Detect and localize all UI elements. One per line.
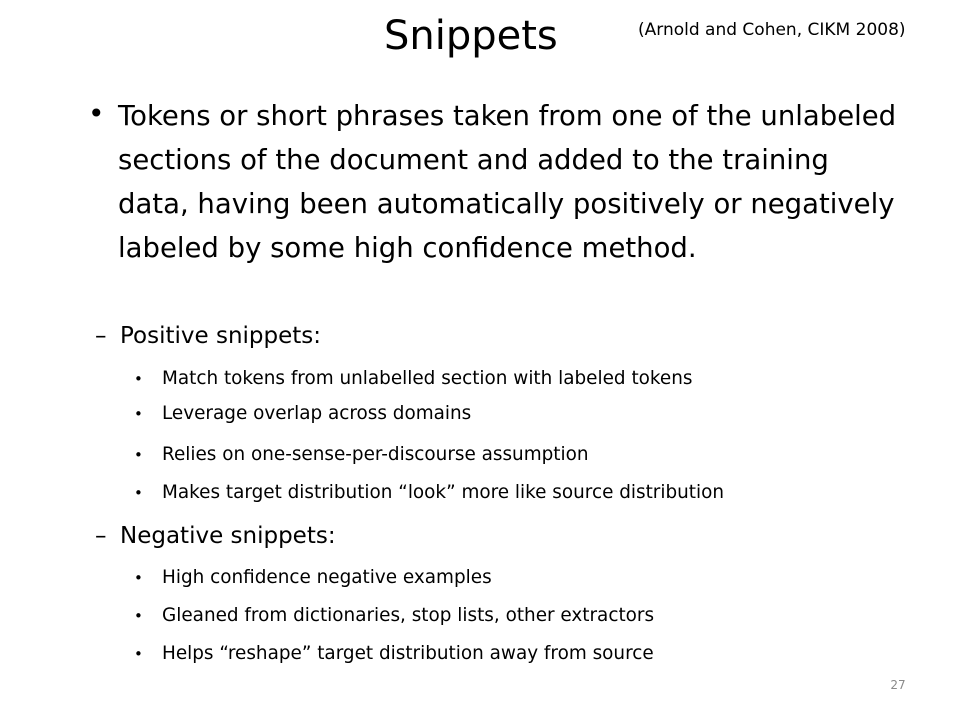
negative-item-marker: • — [134, 569, 143, 587]
negative-snippets-heading: Negative snippets: — [120, 523, 336, 549]
main-bullet-marker: • — [88, 97, 105, 130]
page-number: 27 — [890, 678, 906, 692]
positive-item-marker: • — [134, 405, 143, 423]
citation: (Arnold and Cohen, CIKM 2008) — [638, 20, 906, 40]
positive-item-marker: • — [134, 446, 143, 464]
positive-item: Makes target distribution “look” more like source distribution — [162, 482, 725, 503]
main-point: Tokens or short phrases taken from one of the unlabeled sections of the document and added to the training data, having been automatically positively or negatively labeled by some high confidence method. — [118, 100, 897, 264]
negative-item: High confidence negative examples — [162, 567, 492, 588]
slide-title: Snippets — [384, 13, 558, 59]
positive-snippets-heading: Positive snippets: — [120, 323, 322, 349]
positive-dash-marker: – — [95, 323, 107, 349]
negative-item-marker: • — [134, 607, 143, 625]
positive-item: Relies on one-sense-per-discourse assumption — [162, 444, 589, 465]
positive-item-marker: • — [134, 484, 143, 502]
positive-item: Leverage overlap across domains — [162, 403, 472, 424]
negative-item: Helps “reshape” target distribution away from source — [162, 643, 654, 664]
negative-item-marker: • — [134, 645, 143, 663]
negative-item: Gleaned from dictionaries, stop lists, other extractors — [162, 605, 655, 626]
positive-item: Match tokens from unlabelled section with labeled tokens — [162, 368, 693, 389]
negative-dash-marker: – — [95, 523, 107, 549]
positive-item-marker: • — [134, 370, 143, 388]
